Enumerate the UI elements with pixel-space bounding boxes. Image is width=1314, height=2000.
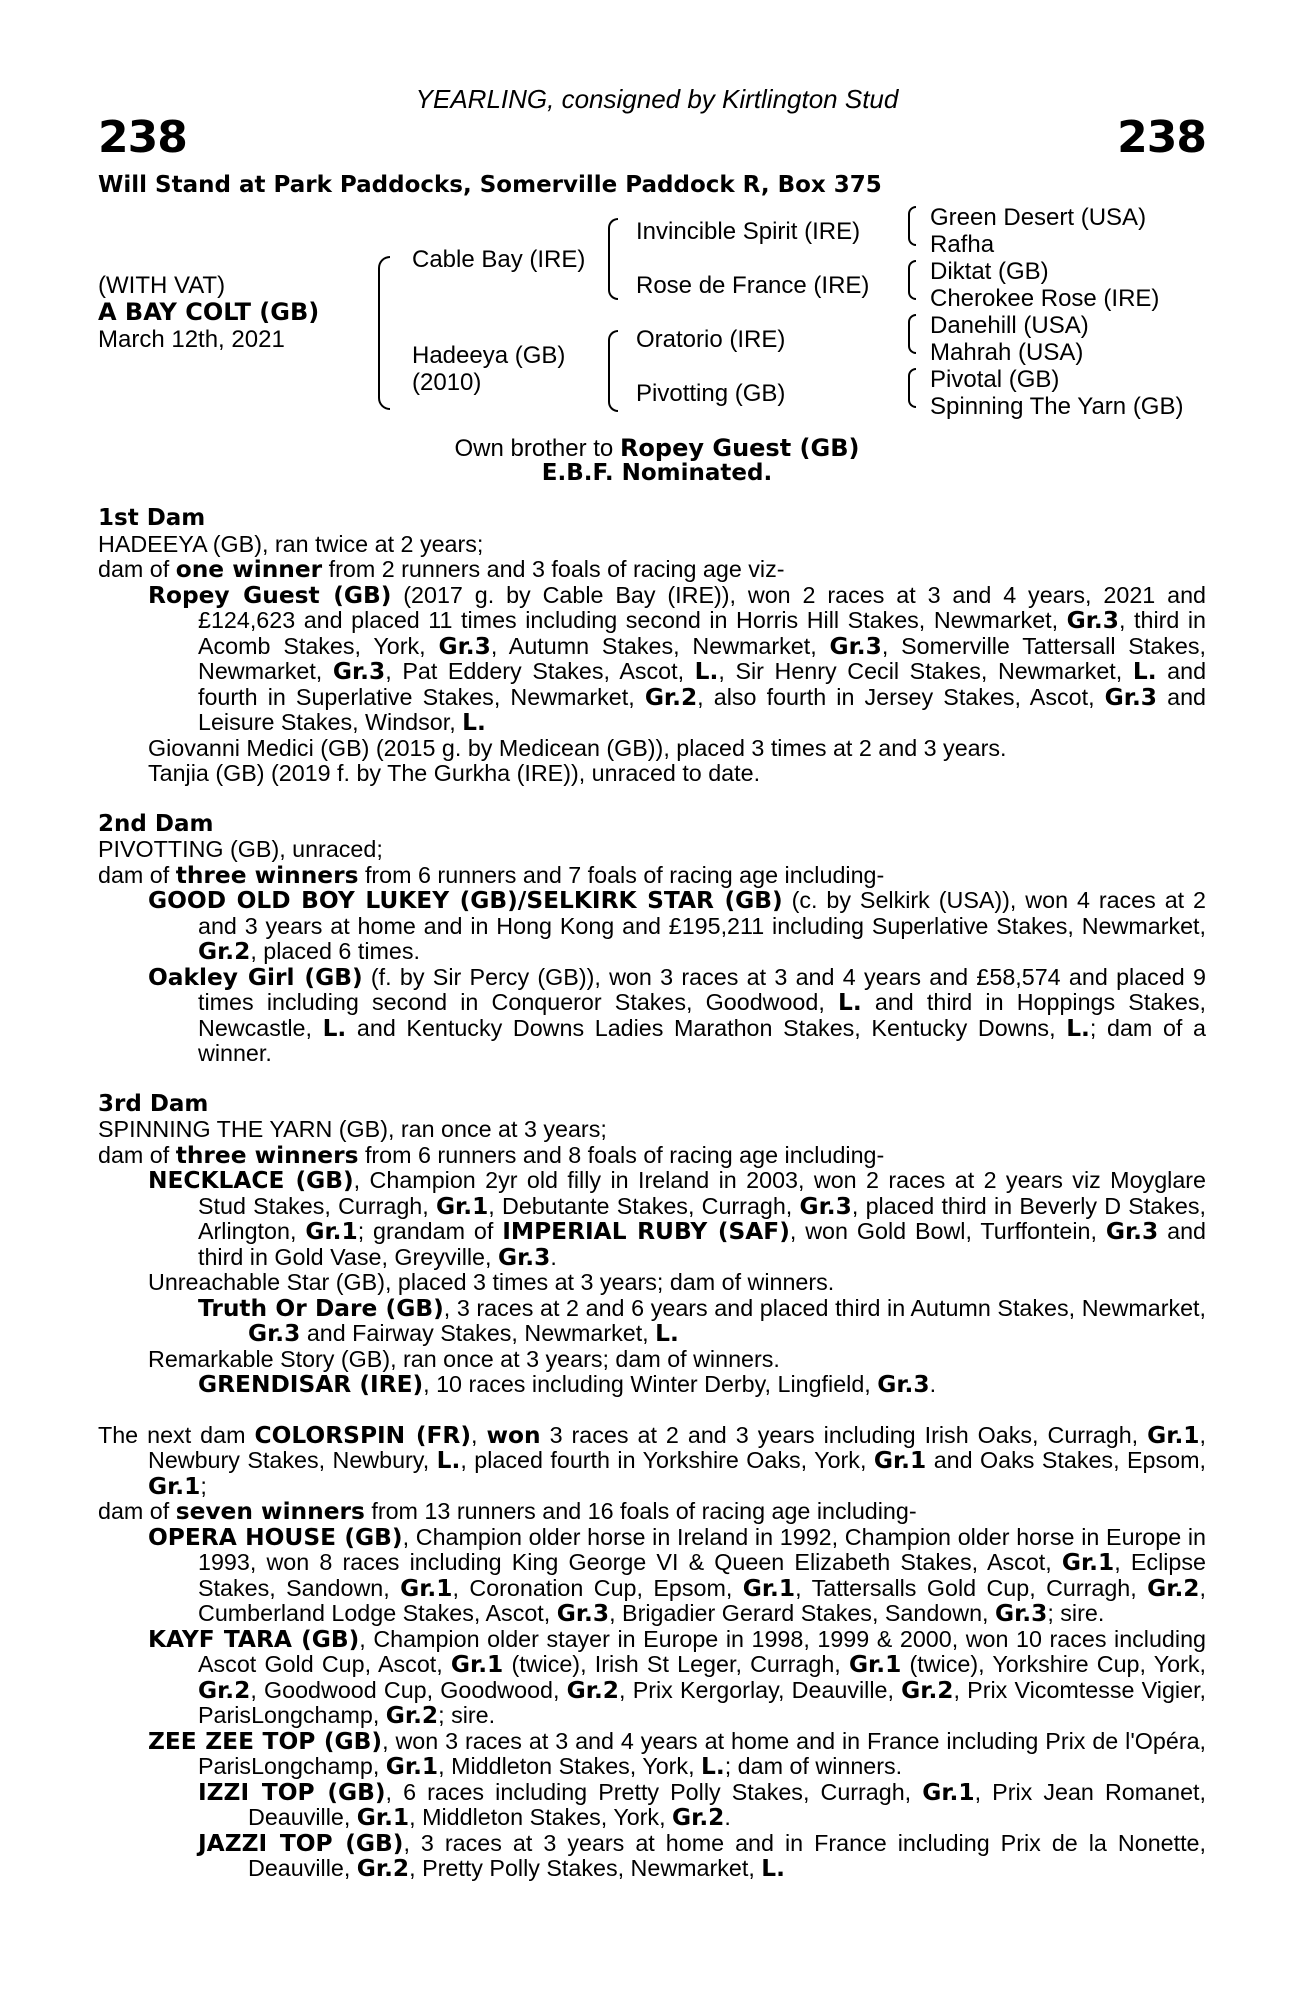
pedigree-brace-dd — [908, 368, 916, 408]
pedigree-ddd: Spinning The Yarn (GB) — [930, 393, 1184, 420]
second-dam-title: 2nd Dam — [98, 810, 214, 837]
third-dam-summary: dam of three winners from 6 runners and 8 foals of racing age including- — [98, 1141, 885, 1169]
ebf-nominated: E.B.F. Nominated. — [541, 460, 773, 486]
first-dam-intro: HADEEYA (GB), ran twice at 2 years; — [98, 530, 484, 557]
pedigree-dsd: Mahrah (USA) — [930, 339, 1084, 366]
first-dam-title: 1st Dam — [98, 505, 206, 531]
pedigree-brace-ss — [908, 206, 916, 246]
pedigree-sd: Rose de France (IRE) — [636, 272, 870, 299]
pedigree-sire: Cable Bay (IRE) — [412, 246, 586, 273]
pedigree-brace-sd — [908, 260, 916, 300]
zee-zee-top-entry: ZEE ZEE TOP (GB), won 3 races at 3 and 4 years at home and in France including Prix de l'Opéra, ParisLongchamp, Gr.1, Middleton Stakes, York, L.; dam of winners. — [148, 1727, 1207, 1780]
truth-or-dare-entry: Truth Or Dare (GB), 3 races at 2 and 6 years and placed third in Autumn Stakes, Newmarket, Gr.3 and Fairway Stakes, Newmarket, L. — [198, 1294, 1206, 1347]
izzi-top-entry: IZZI TOP (GB), 6 races including Pretty Polly Stakes, Curragh, Gr.1, Prix Jean Romanet, Deauville, Gr.1, Middleton Stakes, York, Gr.2. — [198, 1778, 1206, 1831]
remarkable-story-entry: Remarkable Story (GB), ran once at 3 years; dam of winners. — [148, 1345, 780, 1372]
lot-number-right: 238 — [1117, 112, 1206, 163]
vat-label: (WITH VAT) — [98, 272, 226, 299]
first-dam-summary: dam of one winner from 2 runners and 3 foals of racing age viz- — [98, 556, 785, 583]
stand-info: Will Stand at Park Paddocks, Somerville Paddock R, Box 375 — [98, 172, 882, 198]
pedigree-ds: Oratorio (IRE) — [636, 326, 786, 353]
consignment-heading: YEARLING, consigned by Kirtlington Stud — [415, 84, 899, 114]
second-dam-intro: PIVOTTING (GB), unraced; — [98, 836, 383, 862]
pedigree-sdd: Cherokee Rose (IRE) — [930, 285, 1160, 312]
pedigree-ss: Invincible Spirit (IRE) — [636, 218, 861, 245]
unreachable-star-entry: Unreachable Star (GB), placed 3 times at 3 years; dam of winners. — [148, 1269, 835, 1295]
good-old-boy-entry: GOOD OLD BOY LUKEY (GB)/SELKIRK STAR (GB) (c. by Selkirk (USA)), won 4 races at 2 and 3 years at home and in Hong Kong and £195,211 including Superlative Stakes, Newmarket, Gr.2, placed 6 times. — [148, 887, 1206, 965]
pedigree-dd: Pivotting (GB) — [636, 380, 786, 407]
third-dam-intro: SPINNING THE YARN (GB), ran once at 3 years; — [98, 1116, 607, 1142]
foaling-date: March 12th, 2021 — [98, 326, 285, 353]
lot-number-left: 238 — [98, 112, 187, 163]
next-dam-entry: The next dam COLORSPIN (FR), won 3 races at 2 and 3 years including Irish Oaks, Curragh, Gr.1, Newbury Stakes, Newbury, L., placed fourth in Yorkshire Oaks, York, Gr.1 and Oaks Stakes, Epsom, Gr.1; — [98, 1421, 1206, 1500]
ropey-guest-entry: Ropey Guest (GB) (2017 g. by Cable Bay (IRE)), won 2 races at 3 and 4 years, 2021 and £124,623 and placed 11 times including second in Horris Hill Stakes, Newmarket, Gr.3, third in Acomb Stakes, York, Gr.3, Autumn Stakes, Newmarket, Gr.3, Somerville Tattersall Stakes, Newmarket, Gr.3, Pat Eddery Stakes, Ascot, L., Sir Henry Cecil Stakes, Newmarket, L. and fourth in Superlative Stakes, Newmarket, Gr.2, also fourth in Jersey Stakes, Ascot, Gr.3 and Leisure Stakes, Windsor, L. — [148, 581, 1207, 736]
pedigree-brace-ds — [908, 314, 916, 354]
pedigree-dam: Hadeeya (GB) — [412, 342, 566, 369]
opera-house-entry: OPERA HOUSE (GB), Champion older horse in Ireland in 1992, Champion older horse in Europe in 1993, won 8 races including King George VI & Queen Elizabeth Stakes, Ascot, Gr.1, Eclipse Stakes, Sandown, Gr.1, Coronation Cup, Epsom, Gr.1, Tattersalls Gold Cup, Curragh, Gr.2, Cumberland Lodge Stakes, Ascot, Gr.3, Brigadier Gerard Stakes, Sandown, Gr.3; sire. — [148, 1523, 1207, 1627]
grendisar-entry: GRENDISAR (IRE), 10 races including Winter Derby, Lingfield, Gr.3. — [198, 1371, 937, 1398]
jazzi-top-entry: JAZZI TOP (GB), 3 races at 3 years at home and in France including Prix de la Nonette, Deauville, Gr.2, Pretty Polly Stakes, Newmarket, L. — [198, 1829, 1206, 1882]
pedigree-brace-main — [378, 256, 390, 410]
next-dam-summary: dam of seven winners from 13 runners and 16 foals of racing age including- — [98, 1498, 917, 1525]
pedigree-sds: Diktat (GB) — [930, 258, 1049, 285]
pedigree-sss: Green Desert (USA) — [930, 204, 1147, 231]
catalogue-body — [98, 506, 1206, 1882]
giovanni-entry: Giovanni Medici (GB) (2015 g. by Medicean (GB)), placed 3 times at 2 and 3 years. — [148, 734, 1007, 761]
pedigree-ssd: Rafha — [930, 231, 995, 258]
second-dam-summary: dam of three winners from 6 runners and 7 foals of racing age including- — [98, 861, 885, 889]
pedigree-dss: Danehill (USA) — [930, 312, 1089, 339]
tanjia-entry: Tanjia (GB) (2019 f. by The Gurkha (IRE)), unraced to date. — [148, 760, 761, 786]
third-dam-title: 3rd Dam — [98, 1090, 209, 1117]
horse-name: A BAY COLT (GB) — [98, 298, 320, 326]
pedigree-dds: Pivotal (GB) — [930, 366, 1060, 393]
own-brother-line: Own brother to Ropey Guest (GB) — [454, 434, 860, 462]
pedigree-brace-dam — [608, 330, 618, 412]
pedigree-dam-year: (2010) — [412, 369, 482, 396]
oakley-girl-entry: Oakley Girl (GB) (f. by Sir Percy (GB)), won 3 races at 3 and 4 years and £58,574 and placed 9 times including second in Conqueror Stakes, Goodwood, L. and third in Hoppings Stakes, Newcastle, L. and Kentucky Downs Ladies Marathon Stakes, Kentucky Downs, L.; dam of a winner. — [148, 963, 1206, 1066]
kayf-tara-entry: KAYF TARA (GB), Champion older stayer in Europe in 1998, 1999 & 2000, won 10 races including Ascot Gold Cup, Ascot, Gr.1 (twice), Irish St Leger, Curragh, Gr.1 (twice), Yorkshire Cup, York, Gr.2, Goodwood Cup, Goodwood, Gr.2, Prix Kergorlay, Deauville, Gr.2, Prix Vicomtesse Vigier, ParisLongchamp, Gr.2; sire. — [148, 1625, 1207, 1729]
pedigree-brace-sire — [608, 218, 618, 300]
necklace-entry: NECKLACE (GB), Champion 2yr old filly in Ireland in 2003, won 2 races at 2 years viz Moyglare Stud Stakes, Curragh, Gr.1, Debutante Stakes, Curragh, Gr.3, placed third in Beverly D Stakes, Arlington, Gr.1; grandam of IMPERIAL RUBY (SAF), won Gold Bowl, Turffontein, Gr.3 and third in Gold Vase, Greyville, Gr.3. — [148, 1167, 1206, 1271]
